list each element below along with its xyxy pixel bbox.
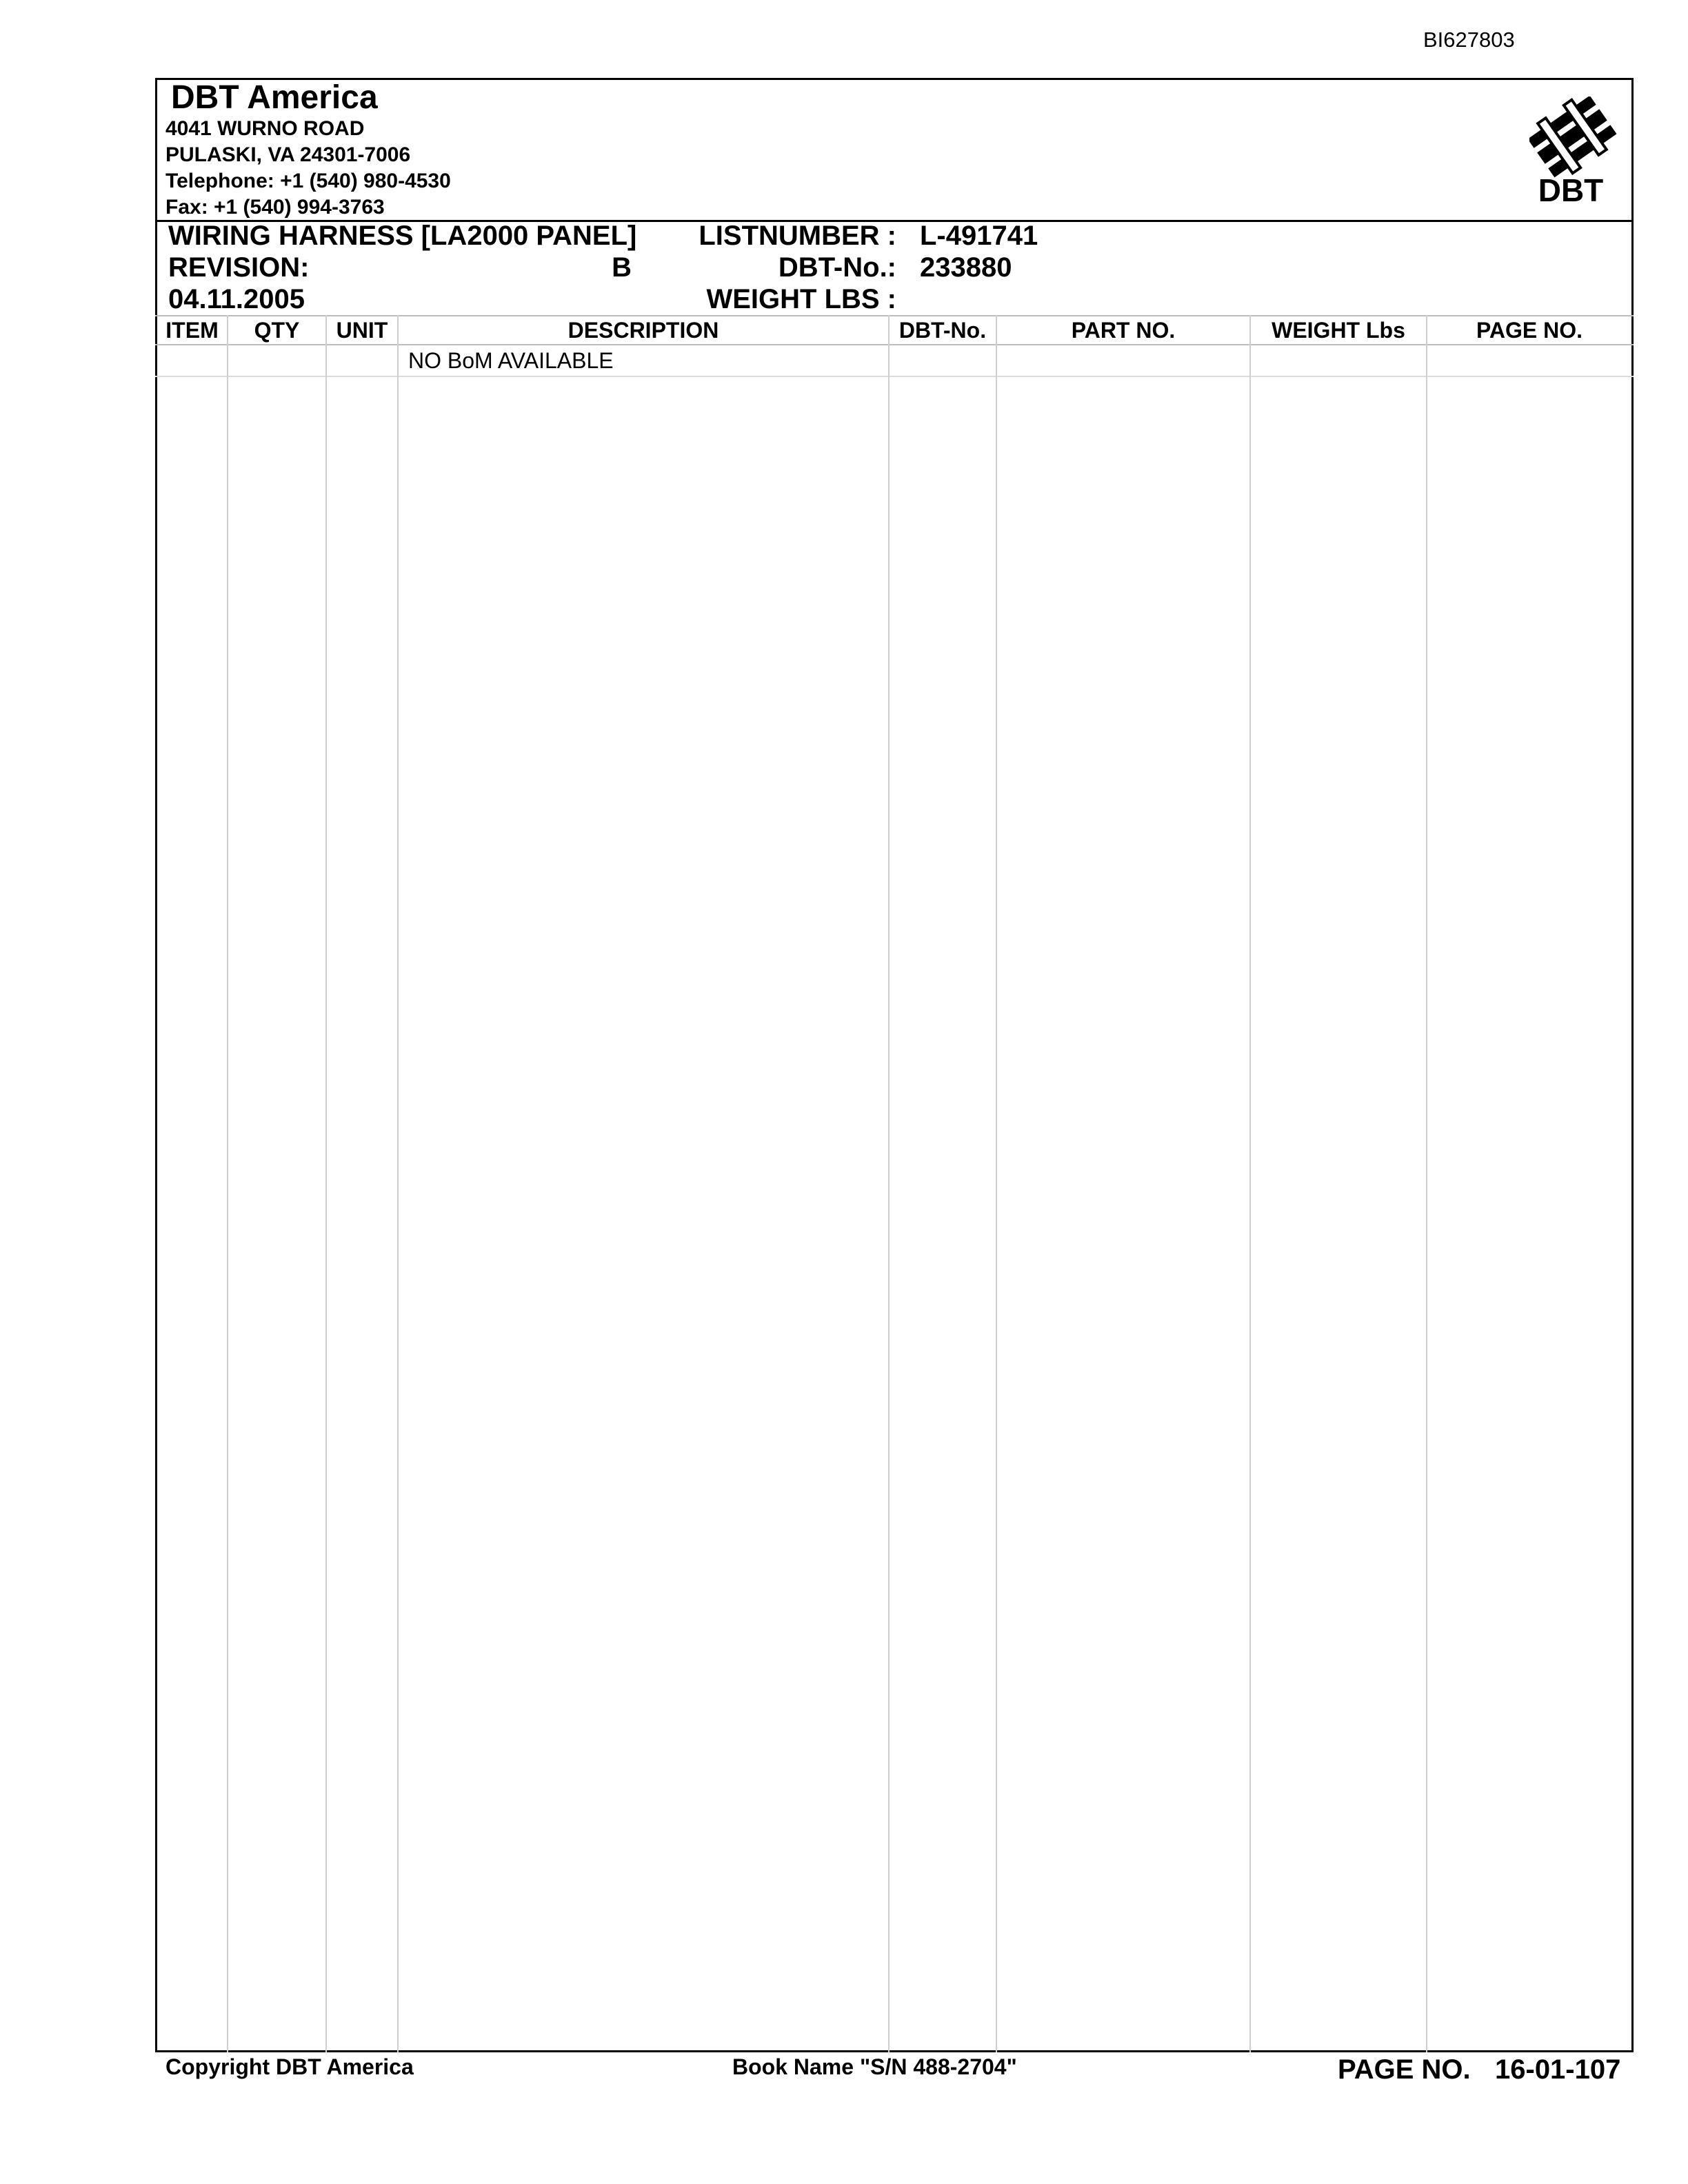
dbt-logo — [1529, 97, 1619, 207]
column-header-qty: QTY — [254, 318, 300, 343]
dbt-no-value: 233880 — [920, 252, 1012, 283]
column-header-description: DESCRIPTION — [567, 318, 719, 343]
listnumber-label: LISTNUMBER : — [699, 221, 896, 251]
list-title: WIRING HARNESS [LA2000 PANEL] — [168, 221, 637, 251]
cell-page-no — [1431, 347, 1625, 374]
column-header-part-no: PART NO. — [1071, 318, 1176, 343]
column-divider — [888, 315, 890, 2052]
table-header-bottom-rule — [155, 344, 1634, 345]
table-row-divider — [155, 376, 1634, 377]
column-header-unit: UNIT — [336, 318, 388, 343]
document-id: BI627803 — [1423, 28, 1515, 52]
address-line-2: PULASKI, VA 24301-7006 — [165, 143, 411, 166]
fax: Fax: +1 (540) 994-3763 — [165, 196, 385, 219]
cell-qty — [232, 347, 321, 374]
column-header-weight: WEIGHT Lbs — [1272, 318, 1405, 343]
copyright: Copyright DBT America — [165, 2054, 414, 2079]
book-name: Book Name "S/N 488-2704" — [732, 2054, 1017, 2079]
dbt-logo-emblem-icon — [1529, 97, 1619, 207]
telephone: Telephone: +1 (540) 980-4530 — [165, 170, 451, 192]
column-header-item: ITEM — [165, 318, 219, 343]
column-header-dbt-no: DBT-No. — [898, 318, 987, 343]
list-date: 04.11.2005 — [168, 284, 305, 314]
address-line-1: 4041 WURNO ROAD — [165, 117, 365, 140]
column-divider — [1249, 315, 1251, 2052]
page-number-value: 16-01-107 — [1495, 2054, 1621, 2085]
column-divider — [227, 315, 228, 2052]
column-divider — [996, 315, 997, 2052]
column-divider — [1426, 315, 1427, 2052]
column-header-page-no: PAGE NO. — [1476, 318, 1583, 343]
dbt-no-label: DBT-No.: — [778, 252, 896, 283]
weight-label: WEIGHT LBS : — [706, 284, 896, 314]
cell-weight — [1255, 347, 1420, 374]
column-divider — [325, 315, 327, 2052]
logo-text: DBT — [1538, 172, 1604, 207]
column-divider — [397, 315, 399, 2052]
cell-part-no — [1001, 347, 1243, 374]
company-name: DBT America — [171, 79, 378, 116]
cell-item — [161, 347, 223, 374]
cell-unit — [331, 347, 393, 374]
cell-description: NO BoM AVAILABLE — [408, 348, 614, 373]
listnumber-value: L-491741 — [920, 221, 1038, 251]
revision-value: B — [612, 252, 632, 283]
cell-dbt-no — [894, 347, 990, 374]
page-number-label: PAGE NO. — [1338, 2054, 1471, 2085]
table-header-top-rule — [155, 315, 1634, 316]
revision-label: REVISION: — [168, 252, 310, 283]
